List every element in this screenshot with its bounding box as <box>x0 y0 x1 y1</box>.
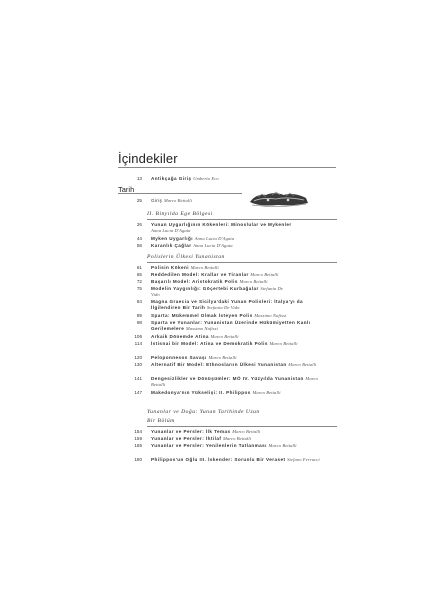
section-heading-continued: Bir Bölüm <box>147 418 175 424</box>
entry-author: Marco Bettalli <box>210 334 239 339</box>
entry-title: Polisin Kökeni <box>151 265 189 270</box>
page-number: 84 <box>136 299 142 304</box>
entry-author: Marco Bettalli <box>269 341 298 346</box>
page-number: 72 <box>136 279 142 284</box>
page-number: 98 <box>136 320 142 325</box>
entry-author: Stefano Ferrucci <box>287 457 320 462</box>
entry-text <box>151 272 331 278</box>
entry-title: Magna Graecia ve Sicilya'daki Yunan Polisleri: İtalya'yı da İlgilendiren Bir Tarih <box>151 299 303 311</box>
tarih-rule <box>118 193 242 194</box>
entry-text <box>151 176 331 182</box>
entry-title: Yunan Uygarlığının Kökenleri: Minoslular ve Mykenler <box>151 222 292 227</box>
page-number: 180 <box>134 457 142 462</box>
entry-author: Marco Bettalli <box>268 443 297 448</box>
page-number: 58 <box>136 243 142 248</box>
section-rule <box>147 426 337 427</box>
section-rule <box>147 219 337 220</box>
entry-text <box>151 376 321 388</box>
entry-author: Marco Bettalli <box>163 198 192 203</box>
entry-author: Massimo Nafissi <box>254 313 287 318</box>
entry-author: Marco Bettalli <box>208 355 237 360</box>
page-number: 26 <box>136 222 142 227</box>
entry-title: Philippos'un Oğlu III. İskender: Sorunlu Bir Veraset <box>151 457 286 462</box>
section-heading-tarih: Tarih <box>118 185 135 194</box>
entry-title: Başarılı Model: Aristokratik Polis <box>151 279 238 284</box>
entry-text <box>151 341 319 347</box>
entry-text <box>151 286 291 298</box>
entry-title: Makedonya'nın Yükselişi: II. Philippos <box>151 390 251 395</box>
page-number: 147 <box>134 390 142 395</box>
entry-text <box>151 222 296 234</box>
entry-title: Alternatif Bir Model: Ethnoslarıın Ülkesi Yunanistan <box>151 362 287 367</box>
entry-text <box>151 443 309 449</box>
entry-title: Arkaik Dönemde Atina <box>151 334 209 339</box>
page-number: 44 <box>136 236 142 241</box>
entry-author: Anna Lucia D'Agata <box>194 236 235 241</box>
page-number: 130 <box>134 362 142 367</box>
entry-author: Anna Lucia D'Agata <box>151 228 191 234</box>
entry-author: Umberto Eco <box>193 176 219 181</box>
section-rule <box>147 262 337 263</box>
page-number: 120 <box>134 355 142 360</box>
entry-author: Marco Bettalli <box>222 436 252 441</box>
entry-title: Yunanlar ve Persler: İhtilaf <box>151 436 222 441</box>
entry-author: Massimo Nafissi <box>185 326 218 332</box>
entry-text <box>151 320 319 332</box>
entry-author: Marco Bettalli <box>250 272 279 277</box>
page-number: 165 <box>134 443 142 448</box>
entry-title: Sparta ve Yunanlar: Yunanistan Üzerinde Hükümiyetten Kanlı Gerilemelere <box>151 320 311 332</box>
page-number: 61 <box>136 265 142 270</box>
entry-text <box>151 390 331 396</box>
page-number: 154 <box>134 429 142 434</box>
entry-title: İstisnai bir Model: Atina ve Demokratik Polis <box>151 341 268 346</box>
entry-text <box>151 355 331 361</box>
entry-title: Peloponnesos Savaşı <box>151 355 207 360</box>
page-number: 75 <box>136 286 142 291</box>
entry-text <box>151 279 331 285</box>
section-heading: II. Binyılda Ege Bölgesi <box>147 211 213 217</box>
page-number: 25 <box>136 198 142 203</box>
entry-text <box>151 334 331 340</box>
entry-author: Stefania De Vido <box>151 286 284 298</box>
entry-text <box>151 243 331 249</box>
page-title: İçindekiler <box>118 151 178 166</box>
entry-text <box>151 313 331 319</box>
entry-author: Marco Bettalli <box>239 279 268 284</box>
entry-title: Myken Uygarlığı <box>151 236 193 241</box>
entry-title: Antikçağa Giriş <box>151 176 192 181</box>
page-number: 114 <box>134 341 142 346</box>
entry-text <box>151 436 331 442</box>
entry-author: Marco Bettalli <box>288 362 317 367</box>
entry-title: Reddedilen Model: Krallar ve Tiranlar <box>151 272 249 277</box>
entry-title: Sparta: Mükemmel Olmak İsteyen Polis <box>151 313 253 318</box>
relief-illustration <box>248 188 310 210</box>
page-number: 159 <box>134 436 142 441</box>
entry-author: Marco Bettalli <box>151 376 318 388</box>
entry-title: Dengesizlikler ve Dönüşümler: MÖ IV. Yüzyılda Yunanistan <box>151 376 304 381</box>
entry-author: Marco Bettalli <box>232 429 261 434</box>
entry-text <box>151 457 327 463</box>
entry-title: Giriş <box>151 198 163 203</box>
entry-author: Marco Bettalli <box>190 265 219 270</box>
entry-title: Yunanlar ve Persler: İlk Temas <box>151 429 231 434</box>
entry-text <box>151 265 331 271</box>
title-rule <box>118 167 336 168</box>
entry-author: Stefania De Vido <box>206 305 240 311</box>
section-heading: Polislerin Ülkesi Yunanistan <box>147 254 225 260</box>
page-number: 13 <box>136 176 142 181</box>
entry-title: Karanlık Çağlar <box>151 243 192 248</box>
entry-author: Anna Lucia D'Agata <box>193 243 233 248</box>
page-number: 106 <box>134 334 142 339</box>
entry-title: Modelin Yaygınlığı: Göçertebi Kurbağalar <box>151 286 259 291</box>
page-number: 65 <box>136 272 142 277</box>
entry-text <box>151 429 331 435</box>
entry-text <box>151 362 327 368</box>
entry-text <box>151 236 331 242</box>
page-number: 141 <box>134 376 142 381</box>
entry-author: Marco Bettalli <box>252 390 281 395</box>
page-number: 89 <box>136 313 142 318</box>
section-heading: Yunanlar ve Doğu: Yunan Tarihinde Uzun <box>147 409 260 415</box>
entry-title: Yunanlar ve Persler: Yenilenlerin Tatlanması <box>151 443 267 448</box>
entry-text <box>151 299 311 311</box>
